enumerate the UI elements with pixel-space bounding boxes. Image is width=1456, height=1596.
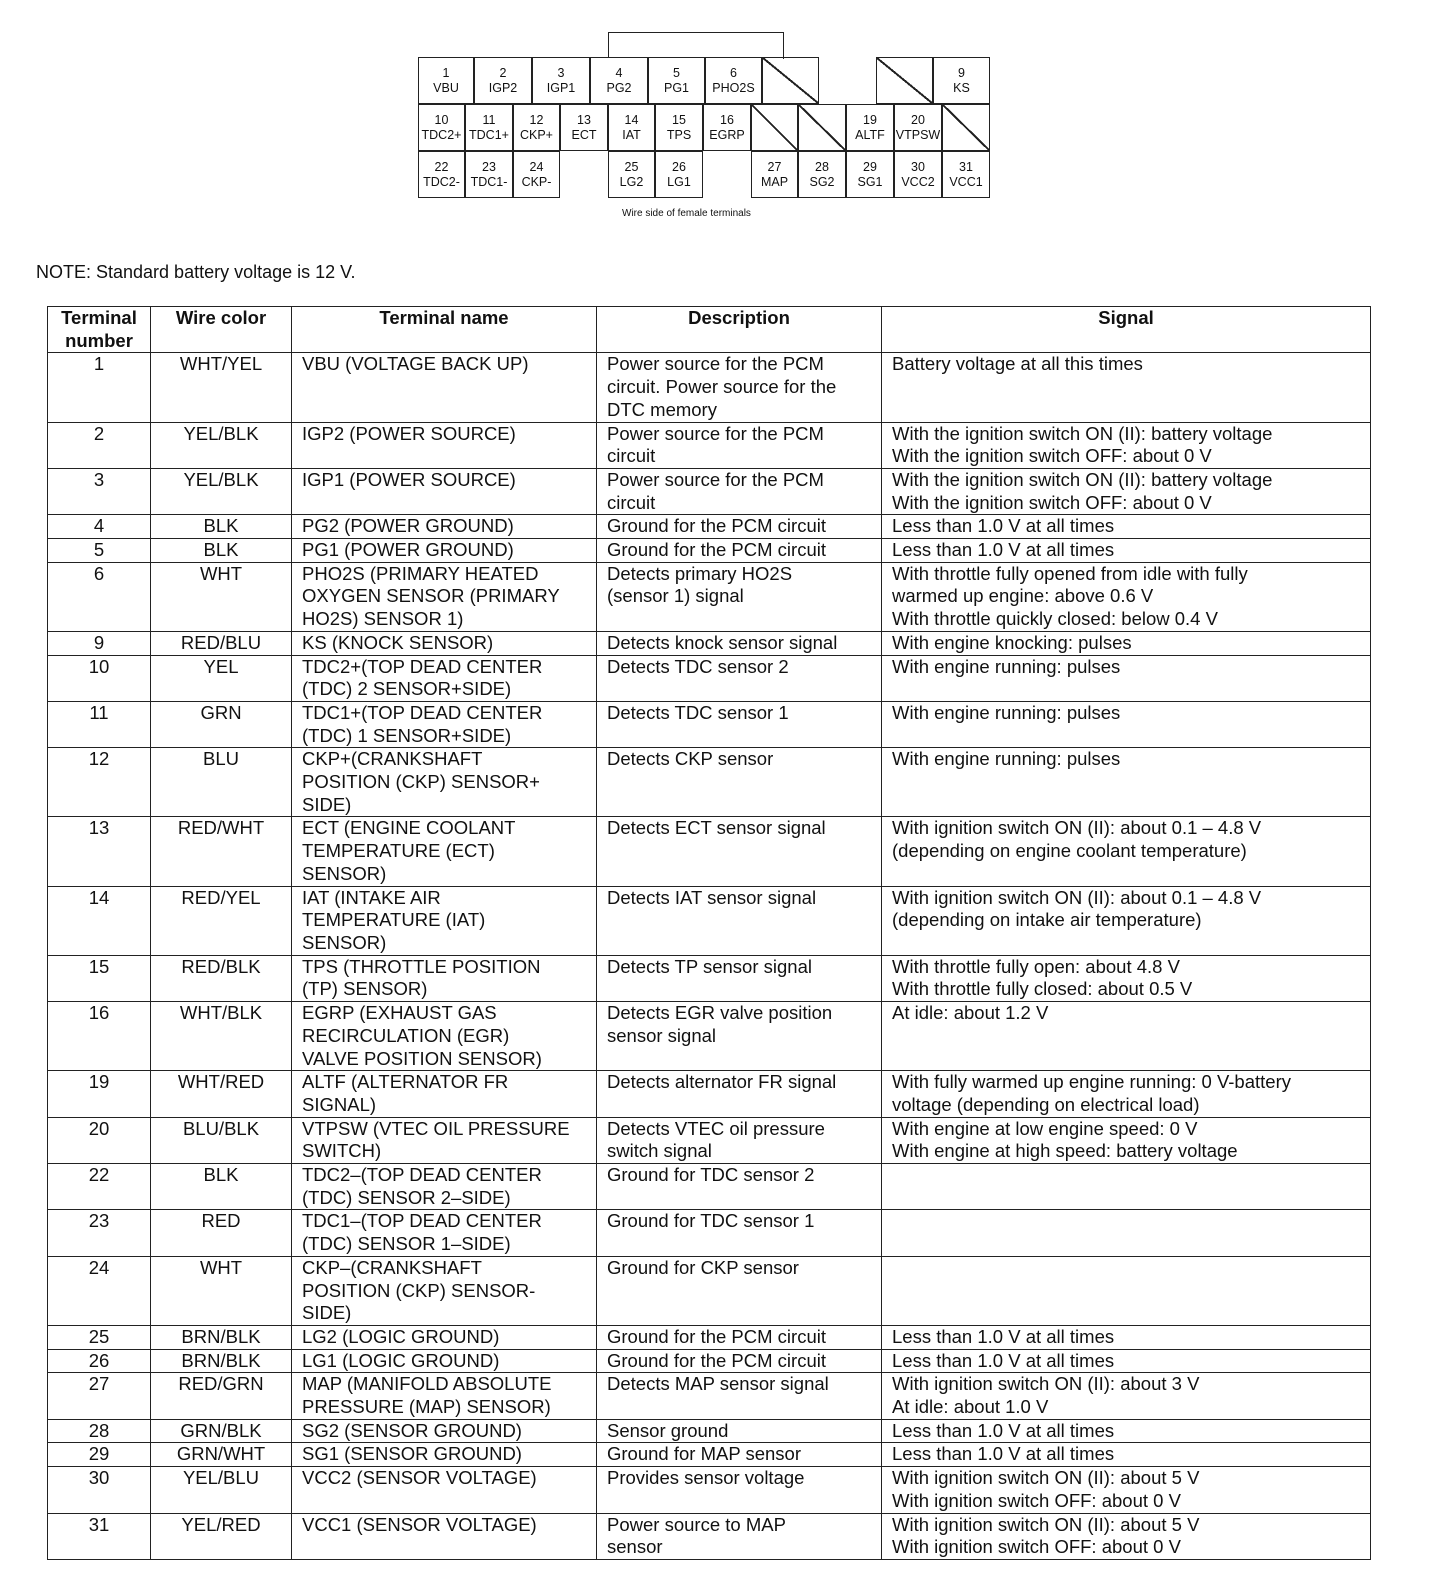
header-wire-color: Wire color bbox=[151, 307, 292, 353]
terminal-number: 14 bbox=[624, 113, 639, 127]
description-cell: Detects EGR valve position sensor signal bbox=[597, 1002, 882, 1071]
terminal-label: SG2 bbox=[809, 175, 835, 189]
terminal-name-cell: VTPSW (VTEC OIL PRESSURE SWITCH) bbox=[292, 1117, 597, 1163]
terminal-number: 11 bbox=[482, 113, 496, 127]
description-cell: Detects MAP sensor signal bbox=[597, 1373, 882, 1419]
connector-terminal-30 bbox=[894, 151, 942, 198]
connector-terminal-5 bbox=[648, 57, 705, 104]
terminal-label: KS bbox=[953, 81, 970, 95]
terminal-number: 3 bbox=[557, 66, 565, 80]
terminal-number-cell: 16 bbox=[48, 1002, 151, 1071]
signal-cell: Less than 1.0 V at all times bbox=[882, 1349, 1371, 1373]
description-cell: Detects ECT sensor signal bbox=[597, 817, 882, 886]
terminal-label: SG1 bbox=[857, 175, 883, 189]
terminal-number: 2 bbox=[499, 66, 507, 80]
table-row bbox=[48, 562, 1371, 631]
table-row bbox=[48, 1325, 1371, 1349]
connector-terminal-25 bbox=[608, 151, 655, 198]
table-row bbox=[48, 1443, 1371, 1467]
connector-terminal-11 bbox=[465, 104, 513, 151]
terminal-number: 24 bbox=[529, 160, 544, 174]
connector-terminal-23 bbox=[465, 151, 513, 198]
terminal-number-cell: 6 bbox=[48, 562, 151, 631]
table-row bbox=[48, 1419, 1371, 1443]
header-signal: Signal bbox=[882, 307, 1371, 353]
wire-color-cell: YEL/BLU bbox=[151, 1467, 292, 1513]
table-row bbox=[48, 817, 1371, 886]
terminal-label: PG1 bbox=[663, 81, 689, 95]
connector-terminal-20 bbox=[894, 104, 942, 151]
wire-color-cell: YEL/RED bbox=[151, 1513, 292, 1559]
description-cell: Power source for the PCM circuit bbox=[597, 422, 882, 468]
terminal-name-cell: TDC1+(TOP DEAD CENTER (TDC) 1 SENSOR+SIDE) bbox=[292, 701, 597, 747]
connector-terminal-31 bbox=[942, 151, 990, 198]
description-cell: Detects alternator FR signal bbox=[597, 1071, 882, 1117]
terminal-number: 12 bbox=[529, 113, 544, 127]
terminal-label: TDC1+ bbox=[469, 128, 509, 142]
signal-cell: With ignition switch ON (II): about 5 V With ignition switch OFF: about 0 V bbox=[882, 1467, 1371, 1513]
terminal-number: 29 bbox=[863, 160, 877, 174]
description-cell: Detects TDC sensor 2 bbox=[597, 655, 882, 701]
note-text: NOTE: Standard battery voltage is 12 V. bbox=[36, 262, 356, 282]
table-row bbox=[48, 468, 1371, 514]
terminal-label: VTPSW bbox=[895, 128, 941, 142]
terminal-name-cell: PHO2S (PRIMARY HEATED OXYGEN SENSOR (PRIMARY HO2S) SENSOR 1) bbox=[292, 562, 597, 631]
table-row bbox=[48, 748, 1371, 817]
terminal-number-cell: 31 bbox=[48, 1513, 151, 1559]
terminal-number: 22 bbox=[434, 160, 449, 174]
terminal-number-cell: 19 bbox=[48, 1071, 151, 1117]
terminal-number-cell: 27 bbox=[48, 1373, 151, 1419]
table-row bbox=[48, 353, 1371, 422]
wire-color-cell: BRN/BLK bbox=[151, 1349, 292, 1373]
wire-color-cell: WHT bbox=[151, 562, 292, 631]
wire-color-cell: YEL/BLK bbox=[151, 422, 292, 468]
wire-color-cell: RED/BLK bbox=[151, 955, 292, 1001]
table-row bbox=[48, 515, 1371, 539]
terminal-number-cell: 11 bbox=[48, 701, 151, 747]
terminal-number: 1 bbox=[442, 66, 450, 80]
connector-caption: Wire side of female terminals bbox=[622, 208, 751, 219]
terminal-number-cell: 25 bbox=[48, 1325, 151, 1349]
wire-color-cell: WHT/YEL bbox=[151, 353, 292, 422]
terminal-name-cell: LG1 (LOGIC GROUND) bbox=[292, 1349, 597, 1373]
terminal-number: 20 bbox=[911, 113, 925, 127]
connector-latch bbox=[608, 32, 784, 59]
terminal-table bbox=[47, 306, 1371, 1560]
signal-cell: Less than 1.0 V at all times bbox=[882, 515, 1371, 539]
description-cell: Detects primary HO2S (sensor 1) signal bbox=[597, 562, 882, 631]
wire-color-cell: GRN/WHT bbox=[151, 1443, 292, 1467]
header-terminal-number: Terminal number bbox=[48, 307, 151, 353]
description-cell: Detects IAT sensor signal bbox=[597, 886, 882, 955]
signal-cell bbox=[882, 1164, 1371, 1210]
terminal-number: 15 bbox=[672, 113, 686, 127]
wire-color-cell: BLK bbox=[151, 515, 292, 539]
wire-color-cell: BLU bbox=[151, 748, 292, 817]
terminal-number-cell: 30 bbox=[48, 1467, 151, 1513]
signal-cell: Less than 1.0 V at all times bbox=[882, 1419, 1371, 1443]
terminal-number: 9 bbox=[958, 66, 965, 80]
description-cell: Power source for the PCM circuit. Power source for the DTC memory bbox=[597, 353, 882, 422]
signal-cell: Less than 1.0 V at all times bbox=[882, 539, 1371, 563]
terminal-label: IGP1 bbox=[546, 81, 576, 95]
terminal-number: 26 bbox=[672, 160, 686, 174]
connector-terminal-1 bbox=[418, 57, 474, 104]
signal-cell: With the ignition switch ON (II): battery voltage With the ignition switch OFF: about 0 V bbox=[882, 468, 1371, 514]
terminal-number: 4 bbox=[615, 66, 623, 80]
connector-terminal-28 bbox=[798, 151, 846, 198]
table-row bbox=[48, 1256, 1371, 1325]
description-cell: Ground for TDC sensor 2 bbox=[597, 1164, 882, 1210]
wire-color-cell: WHT/BLK bbox=[151, 1002, 292, 1071]
terminal-number-cell: 28 bbox=[48, 1419, 151, 1443]
terminal-number: 16 bbox=[720, 113, 734, 127]
description-cell: Power source to MAP sensor bbox=[597, 1513, 882, 1559]
description-cell: Ground for the PCM circuit bbox=[597, 1325, 882, 1349]
signal-cell bbox=[882, 1256, 1371, 1325]
signal-cell: With engine running: pulses bbox=[882, 655, 1371, 701]
signal-cell: With engine knocking: pulses bbox=[882, 631, 1371, 655]
description-cell: Detects CKP sensor bbox=[597, 748, 882, 817]
terminal-label: PG2 bbox=[606, 81, 632, 95]
description-cell: Detects TDC sensor 1 bbox=[597, 701, 882, 747]
connector-terminal-9 bbox=[933, 57, 990, 104]
unused-terminal bbox=[876, 57, 933, 104]
terminal-label: TDC2+ bbox=[421, 128, 462, 142]
connector-terminal-16 bbox=[703, 104, 751, 151]
terminal-number: 28 bbox=[815, 160, 829, 174]
table-row bbox=[48, 701, 1371, 747]
terminal-name-cell: TDC2–(TOP DEAD CENTER (TDC) SENSOR 2–SIDE) bbox=[292, 1164, 597, 1210]
description-cell: Ground for MAP sensor bbox=[597, 1443, 882, 1467]
connector-terminal-22 bbox=[418, 151, 465, 198]
wire-color-cell: GRN bbox=[151, 701, 292, 747]
terminal-name-cell: LG2 (LOGIC GROUND) bbox=[292, 1325, 597, 1349]
terminal-name-cell: ALTF (ALTERNATOR FR SIGNAL) bbox=[292, 1071, 597, 1117]
wire-color-cell: GRN/BLK bbox=[151, 1419, 292, 1443]
terminal-number: 27 bbox=[767, 160, 782, 174]
terminal-number-cell: 24 bbox=[48, 1256, 151, 1325]
signal-cell: Less than 1.0 V at all times bbox=[882, 1325, 1371, 1349]
table-row bbox=[48, 1210, 1371, 1256]
terminal-number-cell: 29 bbox=[48, 1443, 151, 1467]
table-row bbox=[48, 422, 1371, 468]
wire-color-cell: RED bbox=[151, 1210, 292, 1256]
terminal-number-cell: 20 bbox=[48, 1117, 151, 1163]
signal-cell: With fully warmed up engine running: 0 V-battery voltage (depending on electrical load) bbox=[882, 1071, 1371, 1117]
terminal-name-cell: ECT (ENGINE COOLANT TEMPERATURE (ECT) SENSOR) bbox=[292, 817, 597, 886]
terminal-name-cell: SG1 (SENSOR GROUND) bbox=[292, 1443, 597, 1467]
unused-terminal bbox=[798, 104, 846, 151]
terminal-number-cell: 5 bbox=[48, 539, 151, 563]
terminal-name-cell: CKP+(CRANKSHAFT POSITION (CKP) SENSOR+ SIDE) bbox=[292, 748, 597, 817]
table-row bbox=[48, 655, 1371, 701]
terminal-number-cell: 12 bbox=[48, 748, 151, 817]
terminal-label: TDC1- bbox=[470, 175, 508, 189]
connector-terminal-15 bbox=[655, 104, 703, 151]
terminal-name-cell: IGP1 (POWER SOURCE) bbox=[292, 468, 597, 514]
terminal-name-cell: VCC1 (SENSOR VOLTAGE) bbox=[292, 1513, 597, 1559]
table-row bbox=[48, 1373, 1371, 1419]
terminal-number: 30 bbox=[911, 160, 925, 174]
signal-cell: With the ignition switch ON (II): battery voltage With the ignition switch OFF: about 0 V bbox=[882, 422, 1371, 468]
terminal-name-cell: CKP–(CRANKSHAFT POSITION (CKP) SENSOR- SIDE) bbox=[292, 1256, 597, 1325]
signal-cell: At idle: about 1.2 V bbox=[882, 1002, 1371, 1071]
signal-cell: With ignition switch ON (II): about 0.1 – 4.8 V (depending on engine coolant temperature) bbox=[882, 817, 1371, 886]
terminal-number-cell: 13 bbox=[48, 817, 151, 886]
wire-color-cell: BLK bbox=[151, 1164, 292, 1210]
header-description: Description bbox=[597, 307, 882, 353]
table-row bbox=[48, 886, 1371, 955]
table-row bbox=[48, 955, 1371, 1001]
connector-terminal-26 bbox=[655, 151, 703, 198]
terminal-label: TDC2- bbox=[423, 175, 460, 189]
signal-cell: With throttle fully opened from idle with fully warmed up engine: above 0.6 V With throttle quickly closed: below 0.4 V bbox=[882, 562, 1371, 631]
description-cell: Provides sensor voltage bbox=[597, 1467, 882, 1513]
wire-color-cell: WHT bbox=[151, 1256, 292, 1325]
terminal-number-cell: 4 bbox=[48, 515, 151, 539]
connector-terminal-13 bbox=[560, 104, 608, 151]
terminal-label: IGP2 bbox=[488, 81, 518, 95]
wire-color-cell: BLK bbox=[151, 539, 292, 563]
description-cell: Sensor ground bbox=[597, 1419, 882, 1443]
description-cell: Ground for the PCM circuit bbox=[597, 539, 882, 563]
description-cell: Detects VTEC oil pressure switch signal bbox=[597, 1117, 882, 1163]
table-row bbox=[48, 1002, 1371, 1071]
signal-cell bbox=[882, 1210, 1371, 1256]
terminal-number: 5 bbox=[673, 66, 680, 80]
terminal-label: VBU bbox=[433, 81, 459, 95]
terminal-number: 19 bbox=[863, 113, 877, 127]
terminal-name-cell: TDC1–(TOP DEAD CENTER (TDC) SENSOR 1–SIDE) bbox=[292, 1210, 597, 1256]
wire-color-cell: RED/BLU bbox=[151, 631, 292, 655]
connector-terminal-10 bbox=[418, 104, 465, 151]
description-cell: Ground for the PCM circuit bbox=[597, 1349, 882, 1373]
terminal-label: VCC2 bbox=[901, 175, 935, 189]
terminal-number: 10 bbox=[434, 113, 449, 127]
connector-terminal-29 bbox=[846, 151, 894, 198]
terminal-name-cell: PG2 (POWER GROUND) bbox=[292, 515, 597, 539]
terminal-label: PHO2S bbox=[712, 81, 755, 95]
terminal-number-cell: 9 bbox=[48, 631, 151, 655]
signal-cell: Less than 1.0 V at all times bbox=[882, 1443, 1371, 1467]
description-cell: Power source for the PCM circuit bbox=[597, 468, 882, 514]
terminal-name-cell: TDC2+(TOP DEAD CENTER (TDC) 2 SENSOR+SIDE) bbox=[292, 655, 597, 701]
terminal-name-cell: PG1 (POWER GROUND) bbox=[292, 539, 597, 563]
terminal-label: ECT bbox=[571, 128, 597, 142]
wire-color-cell: BRN/BLK bbox=[151, 1325, 292, 1349]
terminal-number: 31 bbox=[959, 160, 973, 174]
terminal-number: 25 bbox=[624, 160, 639, 174]
terminal-name-cell: SG2 (SENSOR GROUND) bbox=[292, 1419, 597, 1443]
connector-terminal-12 bbox=[513, 104, 560, 151]
signal-cell: With engine at low engine speed: 0 V With engine at high speed: battery voltage bbox=[882, 1117, 1371, 1163]
description-cell: Detects TP sensor signal bbox=[597, 955, 882, 1001]
terminal-label: VCC1 bbox=[949, 175, 983, 189]
connector-terminal-19 bbox=[846, 104, 894, 151]
unused-terminal bbox=[762, 57, 819, 104]
wire-color-cell: RED/YEL bbox=[151, 886, 292, 955]
connector-diagram bbox=[0, 0, 1456, 240]
table-row bbox=[48, 1071, 1371, 1117]
terminal-label: TPS bbox=[666, 128, 692, 142]
terminal-number-cell: 23 bbox=[48, 1210, 151, 1256]
wire-color-cell: YEL/BLK bbox=[151, 468, 292, 514]
description-cell: Ground for CKP sensor bbox=[597, 1256, 882, 1325]
unused-terminal bbox=[751, 104, 798, 151]
terminal-name-cell: KS (KNOCK SENSOR) bbox=[292, 631, 597, 655]
table-header-row bbox=[48, 307, 1371, 353]
description-cell: Detects knock sensor signal bbox=[597, 631, 882, 655]
wire-color-cell: BLU/BLK bbox=[151, 1117, 292, 1163]
signal-cell: With ignition switch ON (II): about 3 V At idle: about 1.0 V bbox=[882, 1373, 1371, 1419]
terminal-name-cell: MAP (MANIFOLD ABSOLUTE PRESSURE (MAP) SENSOR) bbox=[292, 1373, 597, 1419]
signal-cell: With engine running: pulses bbox=[882, 748, 1371, 817]
terminal-name-cell: IAT (INTAKE AIR TEMPERATURE (IAT) SENSOR) bbox=[292, 886, 597, 955]
connector-terminal-3 bbox=[532, 57, 590, 104]
wire-color-cell: RED/GRN bbox=[151, 1373, 292, 1419]
terminal-number: 13 bbox=[577, 113, 591, 127]
terminal-number-cell: 22 bbox=[48, 1164, 151, 1210]
table-row bbox=[48, 631, 1371, 655]
terminal-name-cell: TPS (THROTTLE POSITION (TP) SENSOR) bbox=[292, 955, 597, 1001]
terminal-number-cell: 26 bbox=[48, 1349, 151, 1373]
signal-cell: With throttle fully open: about 4.8 V With throttle fully closed: about 0.5 V bbox=[882, 955, 1371, 1001]
wire-color-cell: YEL bbox=[151, 655, 292, 701]
terminal-name-cell: VBU (VOLTAGE BACK UP) bbox=[292, 353, 597, 422]
connector-terminal-6 bbox=[705, 57, 762, 104]
connector-terminal-24 bbox=[513, 151, 560, 198]
terminal-number-cell: 1 bbox=[48, 353, 151, 422]
header-terminal-name: Terminal name bbox=[292, 307, 597, 353]
terminal-label: ALTF bbox=[855, 128, 885, 142]
terminal-number-cell: 14 bbox=[48, 886, 151, 955]
connector-terminal-2 bbox=[474, 57, 532, 104]
terminal-label: IAT bbox=[622, 128, 641, 142]
table-row bbox=[48, 1513, 1371, 1559]
terminal-label: LG2 bbox=[619, 175, 644, 189]
unused-terminal bbox=[942, 104, 990, 151]
terminal-label: CKP- bbox=[521, 175, 552, 189]
signal-cell: With ignition switch ON (II): about 0.1 – 4.8 V (depending on intake air temperature) bbox=[882, 886, 1371, 955]
terminal-name-cell: VCC2 (SENSOR VOLTAGE) bbox=[292, 1467, 597, 1513]
terminal-number-cell: 10 bbox=[48, 655, 151, 701]
table-row bbox=[48, 1117, 1371, 1163]
terminal-label: EGRP bbox=[709, 128, 745, 142]
description-cell: Ground for the PCM circuit bbox=[597, 515, 882, 539]
terminal-number-cell: 3 bbox=[48, 468, 151, 514]
terminal-label: MAP bbox=[760, 175, 789, 189]
terminal-number: 23 bbox=[482, 160, 496, 174]
signal-cell: With ignition switch ON (II): about 5 V With ignition switch OFF: about 0 V bbox=[882, 1513, 1371, 1559]
terminal-name-cell: IGP2 (POWER SOURCE) bbox=[292, 422, 597, 468]
terminal-label: CKP+ bbox=[519, 128, 553, 142]
terminal-number-cell: 2 bbox=[48, 422, 151, 468]
terminal-name-cell: EGRP (EXHAUST GAS RECIRCULATION (EGR) VALVE POSITION SENSOR) bbox=[292, 1002, 597, 1071]
wire-color-cell: WHT/RED bbox=[151, 1071, 292, 1117]
terminal-number: 6 bbox=[730, 66, 737, 80]
terminal-label: LG1 bbox=[667, 175, 691, 189]
signal-cell: Battery voltage at all this times bbox=[882, 353, 1371, 422]
signal-cell: With engine running: pulses bbox=[882, 701, 1371, 747]
table-row bbox=[48, 539, 1371, 563]
wire-color-cell: RED/WHT bbox=[151, 817, 292, 886]
description-cell: Ground for TDC sensor 1 bbox=[597, 1210, 882, 1256]
table-row bbox=[48, 1164, 1371, 1210]
connector-terminal-4 bbox=[590, 57, 648, 104]
connector-terminal-27 bbox=[751, 151, 798, 198]
terminal-number-cell: 15 bbox=[48, 955, 151, 1001]
table-row bbox=[48, 1349, 1371, 1373]
table-row bbox=[48, 1467, 1371, 1513]
connector-terminal-14 bbox=[608, 104, 655, 151]
